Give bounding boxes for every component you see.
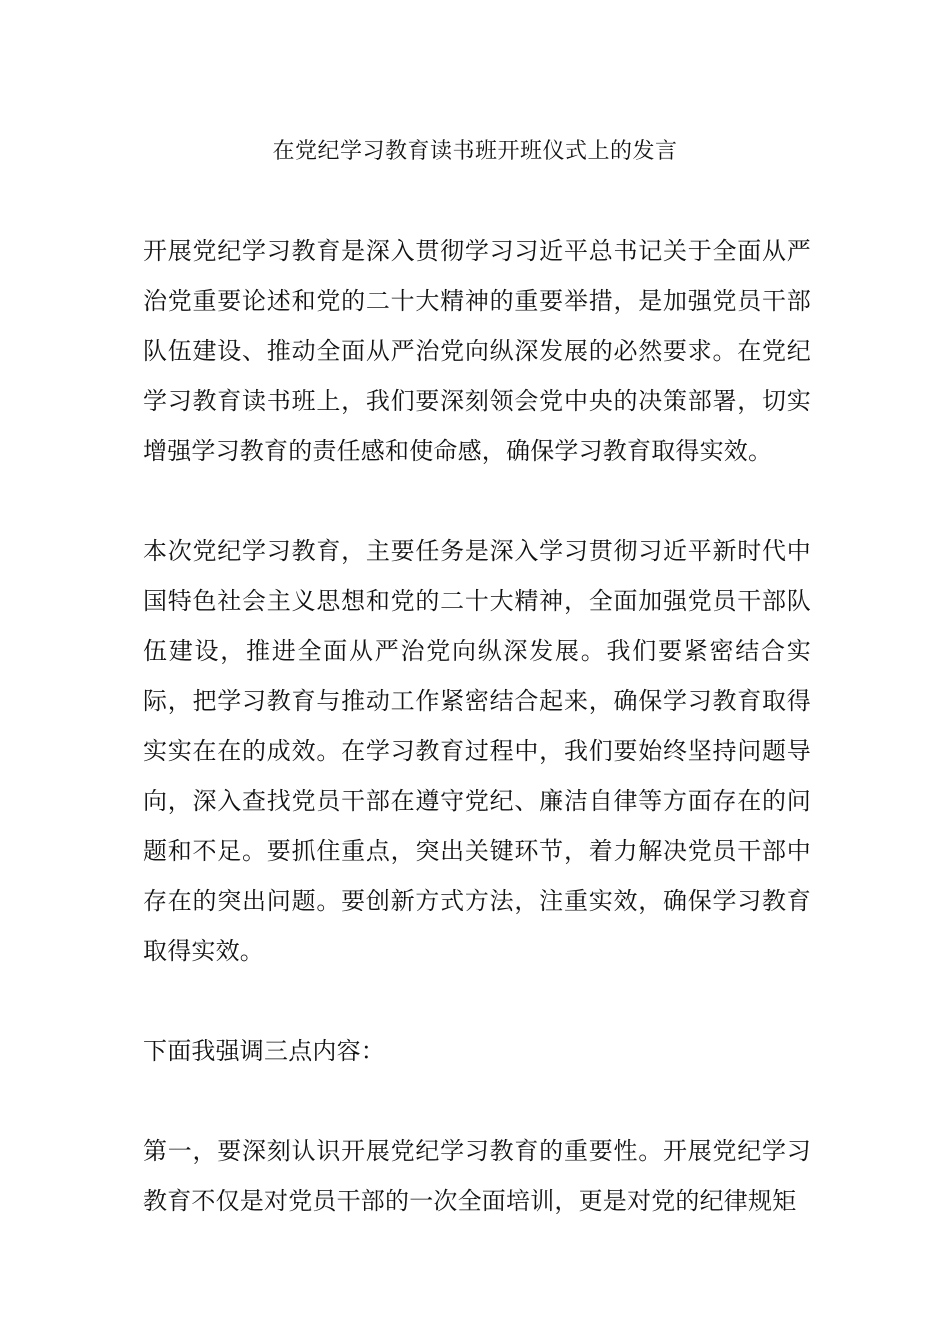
paragraph-main-task: 本次党纪学习教育，主要任务是深入学习贯彻习近平新时代中国特色社会主义思想和党的二十大精神，全面加强党员干部队伍建设，推进全面从严治党向纵深发展。我们要紧密结合实际，把学习教育与推动工作紧密结合起来，确保学习教育取得实实在在的成效。在学习教育过程中，我们要始终坚持问题导向，深入查找党员干部在遵守党纪、廉洁自律等方面存在的问题和不足。要抓住重点，突出关键环节，着力解决党员干部中存在的突出问题。要创新方式方法，注重实效，确保学习教育取得实效。 bbox=[143, 537, 811, 965]
paragraph-three-points: 下面我强调三点内容： bbox=[143, 1037, 385, 1065]
paragraph-intro: 开展党纪学习教育是深入贯彻学习习近平总书记关于全面从严治党重要论述和党的二十大精神的重要举措，是加强党员干部队伍建设、推动全面从严治党向纵深发展的必然要求。在党纪学习教育读书班上，我们要深刻领会党中央的决策部署，切实增强学习教育的责任感和使命感，确保学习教育取得实效。 bbox=[143, 237, 811, 465]
document-body bbox=[143, 226, 811, 1276]
paragraph-first-point: 第一，要深刻认识开展党纪学习教育的重要性。开展党纪学习教育不仅是对党员干部的一次全面培训，更是对党的纪律规矩 bbox=[143, 1137, 811, 1215]
document-title: 在党纪学习教育读书班开班仪式上的发言 bbox=[272, 139, 678, 164]
